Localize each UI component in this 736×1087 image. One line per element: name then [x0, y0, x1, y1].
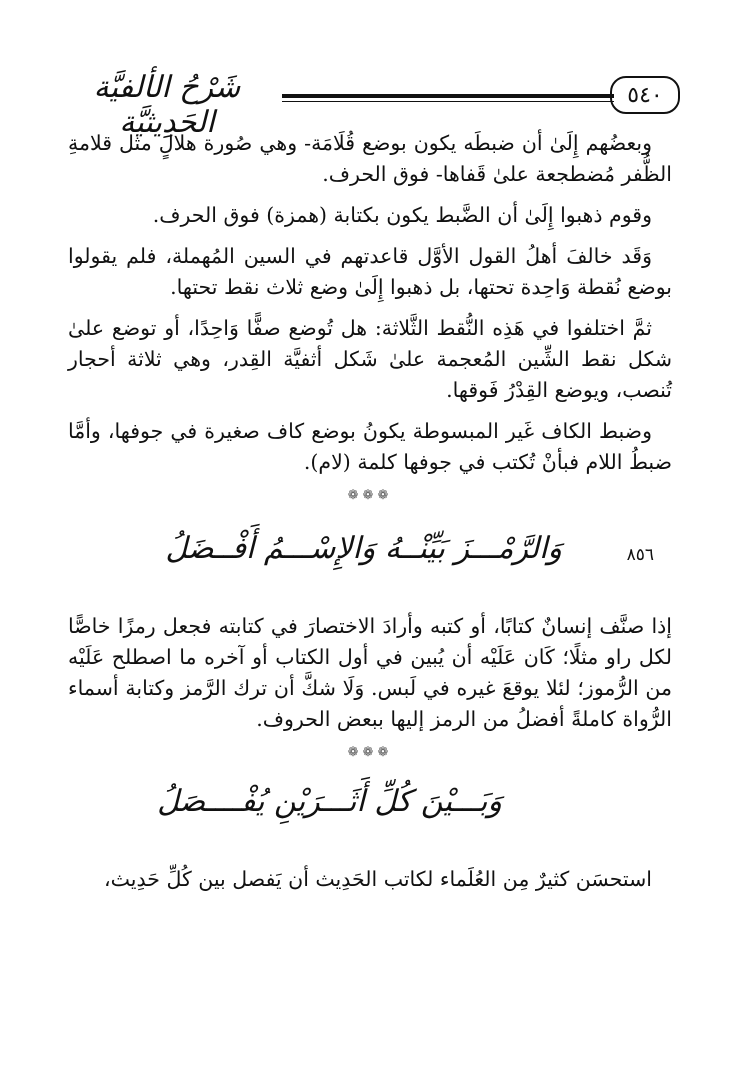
header-rule [282, 94, 614, 98]
header-rule-thin [282, 101, 614, 102]
page-body [68, 128, 672, 905]
running-title: شَرْحُ الألفيَّة الحَدِيثيَّة [93, 70, 241, 140]
verse-856 [68, 523, 672, 587]
paragraph-1: وبعضُهم إِلَىٰ أن ضبطَه يكون بوضع قُلَامَة- وهي صُورة هلالٍ مثل قلامةِ الظُّفر مُضطجعة علىٰ قَفاها- فوق الحرف. [68, 131, 672, 186]
verse-text-2: وَبَـــيْنَ كُلِّ أَثَـــرَيْنِ يُفْــــصَلُ [157, 784, 502, 819]
section-separator: ❁❁❁ [347, 488, 393, 503]
page-number: ٥٤٠ [610, 76, 680, 114]
paragraph-4: ثمَّ اختلفوا في هَذِه النُّقط الثَّلاثة: هل تُوضع صفًّا وَاحِدًا، أو توضع علىٰ شكل نقط الشِّين المُعجمة علىٰ شَكل أثفيَّة القِدر، وهي ثلاثة أحجار تُنصب، ويوضع القِدْرُ فَوقها. [68, 316, 672, 402]
section-separator-2: ❁❁❁ [347, 745, 393, 760]
verse-text: وَالرَّمْـــزَ بَيِّنْــهُ وَالإِسْـــمُ أَفْــضَلُ [165, 531, 562, 566]
paragraph-2: وقوم ذهبوا إِلَىٰ أن الضَّبط يكون بكتابة (همزة) فوق الحرف. [152, 203, 652, 227]
paragraph-7: استحسَن كثيرٌ مِن العُلَماء لكاتب الحَدِيث أن يَفصل بين كُلِّ حَدِيث، [104, 867, 652, 891]
paragraph-6: إذا صنَّف إنسانٌ كتابًا، أو كتبه وأرادَ الاختصارَ في كتابته فجعل رمزًا خاصًّا لكل راو مثلًا؛ كَان عَلَيْه أن يُبين في أول الكتاب أو آخره ما اصطلح عَلَيْه من الرُّموز؛ لئلا يوقعَ غيره في لَبس. وَلَا شكَّ أن ترك الرَّمز وكتابة أسماء الرُّواة كاملةً أفضلُ من الرمز إليها ببعض الحروف. [68, 614, 672, 731]
page-header [52, 70, 680, 140]
paragraph-5: وضبط الكاف غَير المبسوطة يكونُ بوضع كاف صغيرة في جوفها، وأمَّا ضبطُ اللام فبأنْ تُكتب في جوفها كلمة (لام). [68, 419, 672, 474]
paragraph-3: وَقَد خالفَ أهلُ القول الأوَّل قاعدتهم في السين المُهملة، فلم يقولوا بوضع نُقطة وَاحِدة تحتها، بل ذهبوا إِلَىٰ وضع ثلاث نقط تحتها. [68, 244, 672, 299]
verse-857 [68, 780, 672, 838]
verse-number: ٨٥٦ [626, 545, 654, 565]
